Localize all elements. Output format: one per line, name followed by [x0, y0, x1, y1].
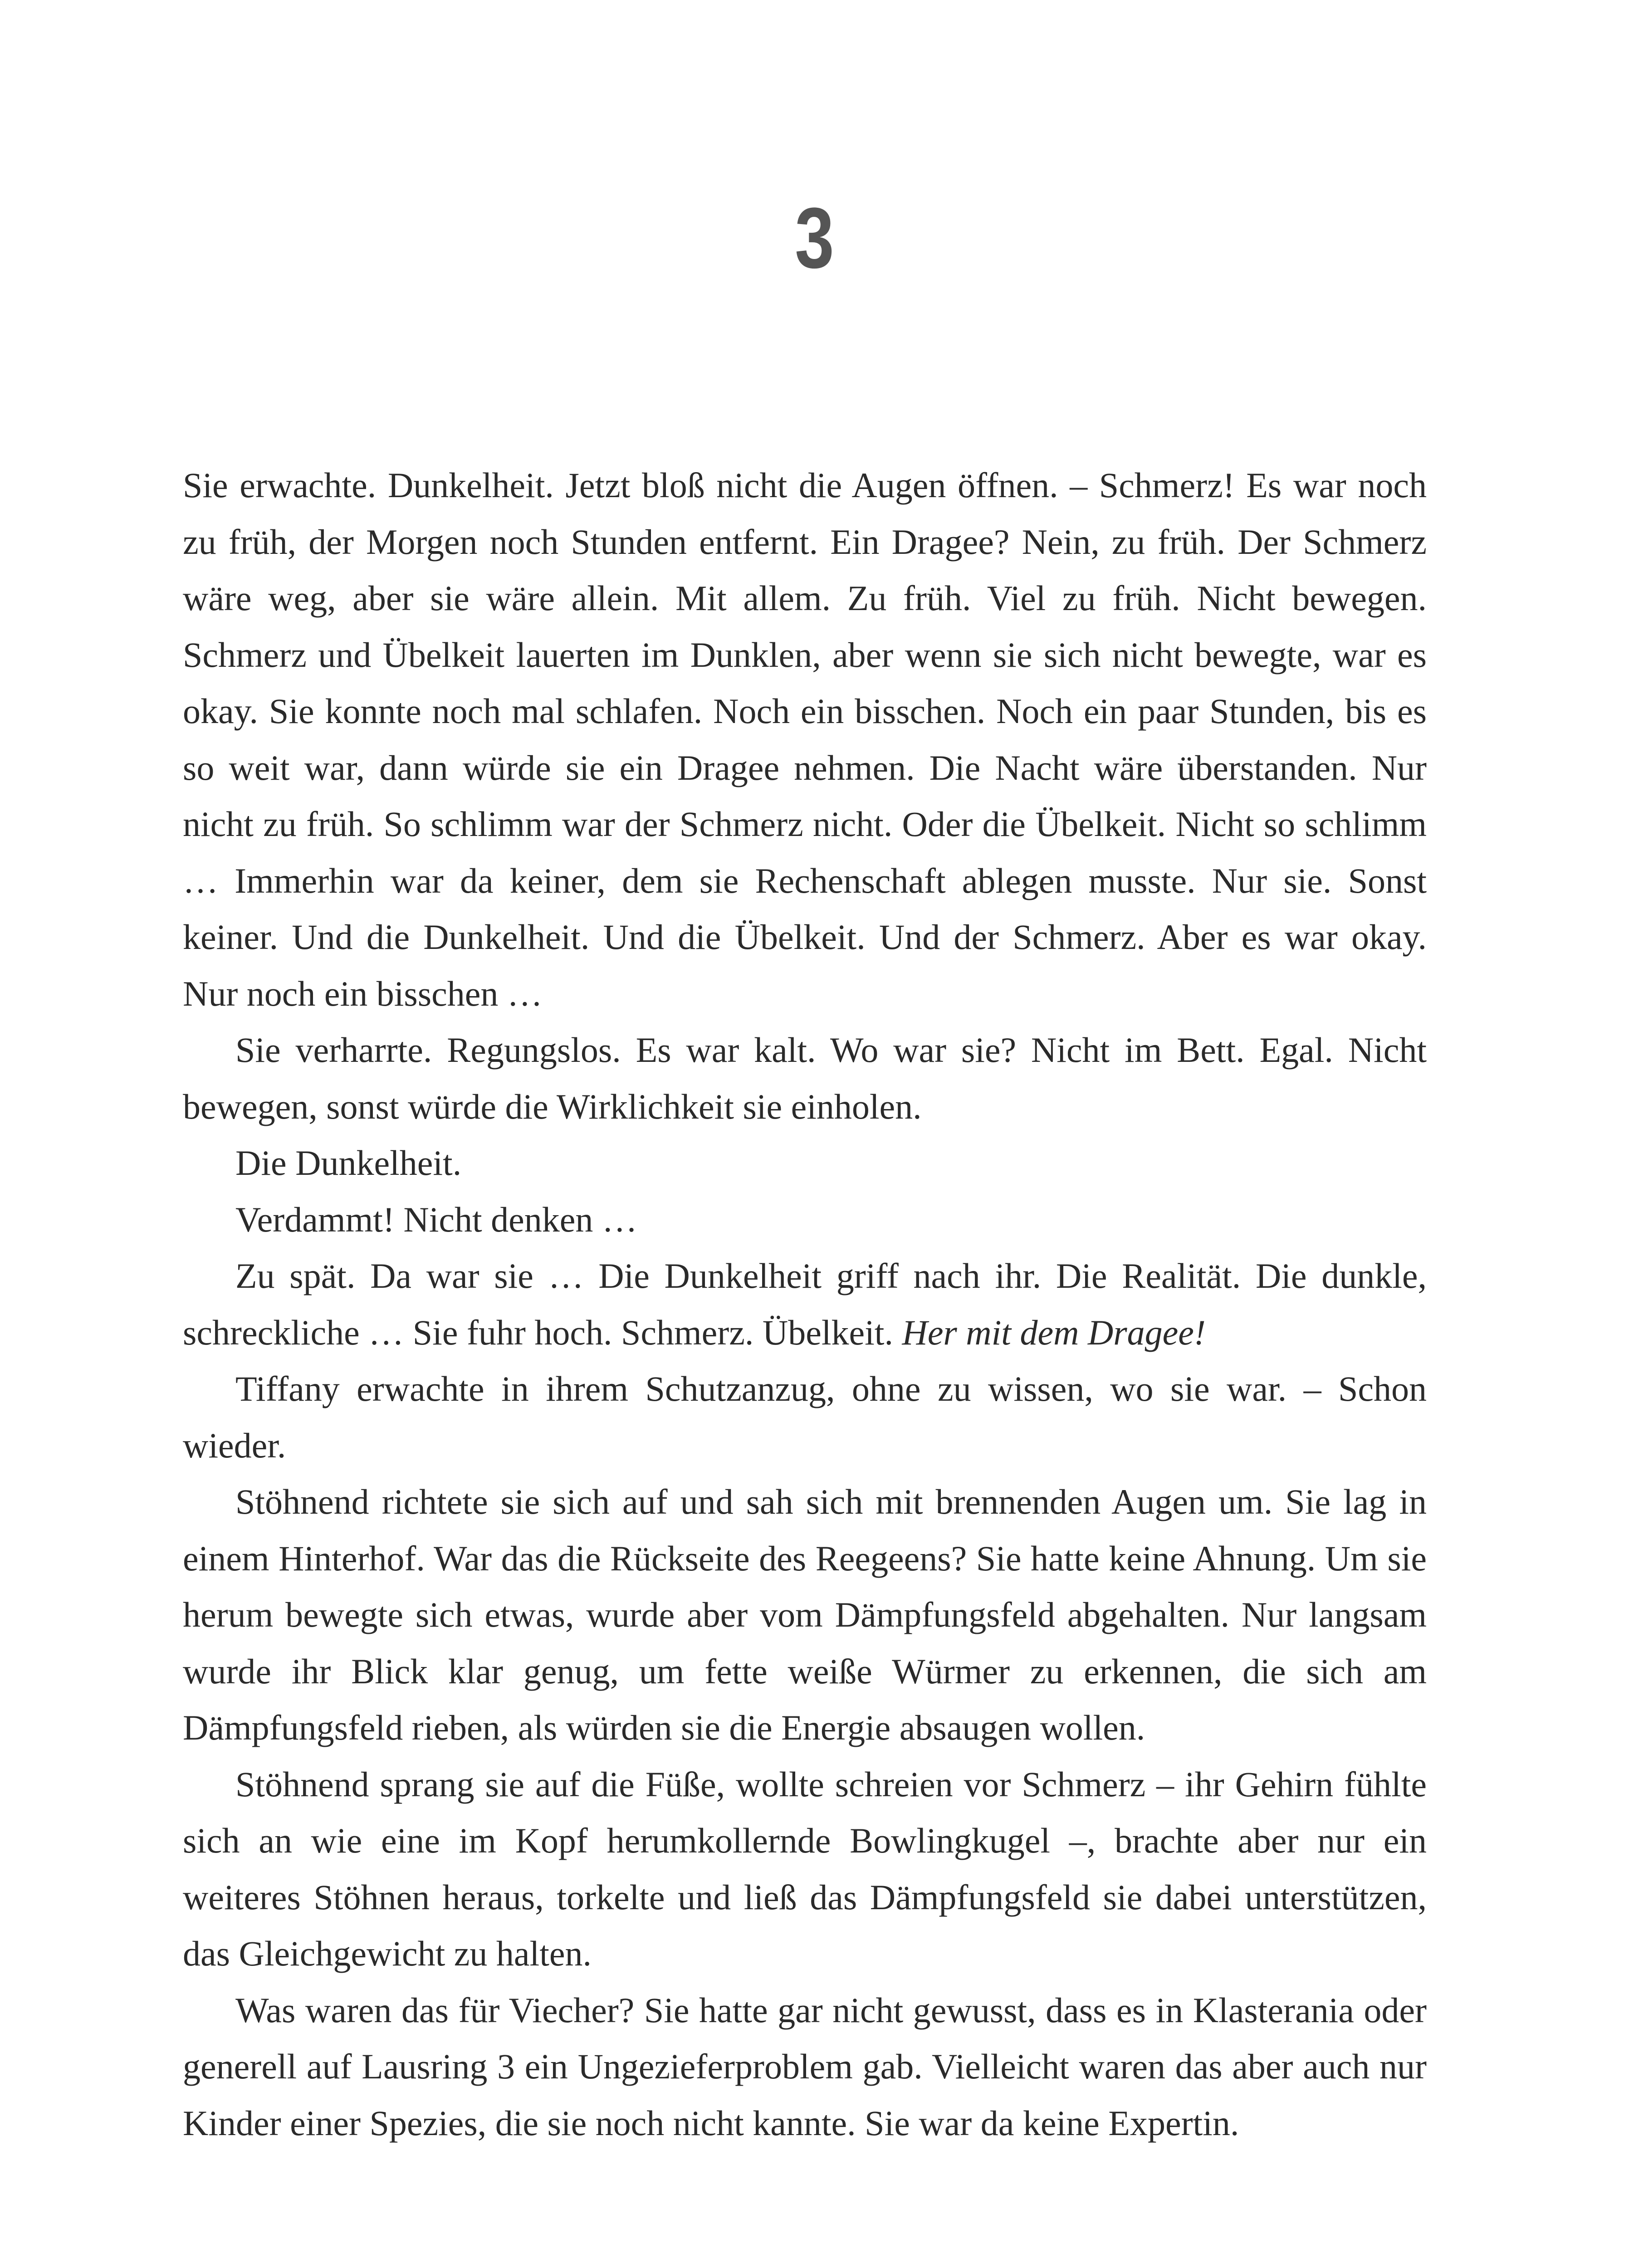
paragraph-1: Sie erwachte. Dunkelheit. Jetzt bloß nicht die Augen öffnen. – Schmerz! Es war noch zu früh, der Morgen noch Stunden entfernt. Ein Dragee? Nein, zu früh. Der Schmerz wäre weg, aber sie wäre allein. Mit allem. Zu früh. Viel zu früh. Nicht bewegen. Schmerz und Übelkeit lauerten im Dunklen, aber wenn sie sich nicht bewegte, war es okay. Sie konnte noch mal schlafen. Noch ein bisschen. Noch ein paar Stunden, bis es so weit war, dann würde sie ein Dragee nehmen. Die Nacht wäre überstanden. Nur nicht zu früh. So schlimm war der Schmerz nicht. Oder die Übelkeit. Nicht so schlimm … Immerhin war da keiner, dem sie Rechenschaft ablegen musste. Nur sie. Sonst keiner. Und die Dunkelheit. Und die Übelkeit. Und der Schmerz. Aber es war okay. Nur noch ein bisschen … — [183, 465, 1427, 1013]
paragraph-5 — [183, 1248, 1427, 1361]
chapter-number: 3 — [795, 190, 834, 286]
chapter-body — [183, 457, 1427, 2151]
paragraph-7: Stöhnend richtete sie sich auf und sah sich mit brennenden Augen um. Sie lag in einem Hinterhof. War das die Rückseite des Reegeens? Sie hatte keine Ahnung. Um sie herum bewegte sich etwas, wurde aber vom Dämpfungsfeld abgehalten. Nur langsam wurde ihr Blick klar genug, um fette weiße Würmer zu erkennen, die sich am Dämpfungsfeld rieben, als würden sie die Energie absaugen wollen. — [183, 1482, 1427, 1747]
paragraph-9: Was waren das für Viecher? Sie hatte gar nicht gewusst, dass es in Klasterania oder generell auf Lausring 3 ein Ungezieferproblem gab. Vielleicht waren das aber auch nur Kinder einer Spezies, die sie noch nicht kannte. Sie war da keine Expertin. — [183, 1990, 1427, 2143]
paragraph-8: Stöhnend sprang sie auf die Füße, wollte schreien vor Schmerz – ihr Gehirn fühlte sich an wie eine im Kopf herumkollernde Bowlingkugel –, brachte aber nur ein weiteres Stöhnen heraus, torkelte und ließ das Dämpfungsfeld sie dabei unterstützen, das Gleichgewicht zu halten. — [183, 1764, 1427, 1973]
paragraph-3: Die Dunkelheit. — [235, 1143, 462, 1183]
paragraph-5-text: Zu spät. Da war sie … Die Dunkelheit griff nach ihr. Die Realität. Die dunkle, schreckliche … Sie fuhr hoch. Schmerz. Übelkeit. — [183, 1256, 1427, 1352]
paragraph-2: Sie verharrte. Regungslos. Es war kalt. Wo war sie? Nicht im Bett. Egal. Nicht bewegen, sonst würde die Wirklichkeit sie einholen. — [183, 1030, 1427, 1126]
paragraph-4: Verdammt! Nicht denken … — [235, 1199, 637, 1239]
paragraph-6: Tiffany erwachte in ihrem Schutzanzug, ohne zu wissen, wo sie war. – Schon wieder. — [183, 1369, 1427, 1465]
paragraph-5-italic: Her mit dem Dragee! — [902, 1312, 1206, 1352]
